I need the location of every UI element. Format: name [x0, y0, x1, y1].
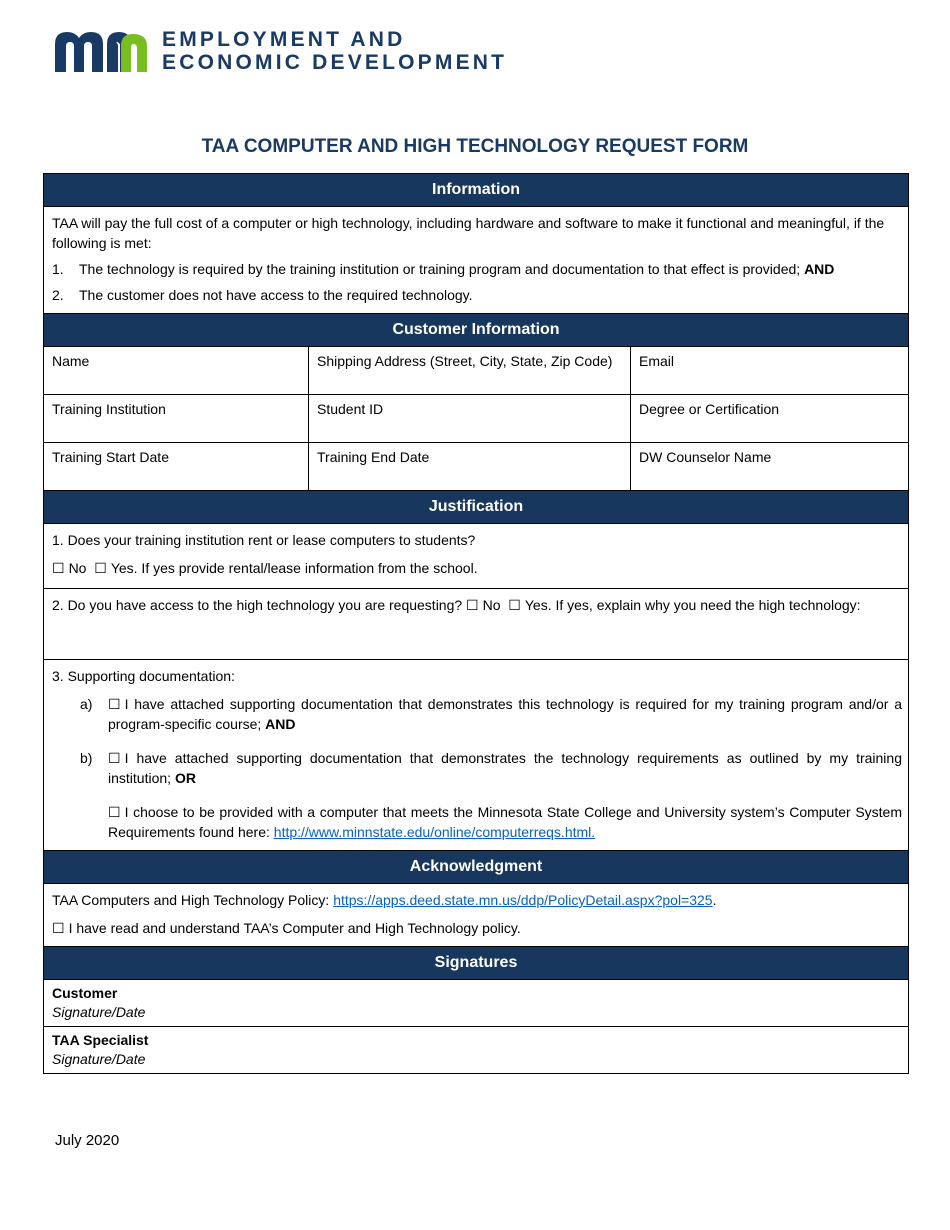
- question-2-text: 2. Do you have access to the high technology you are requesting?: [52, 597, 463, 613]
- name-field[interactable]: Name: [44, 347, 309, 395]
- email-field[interactable]: Email: [631, 347, 908, 395]
- option-a-text: I have attached supporting documentation that demonstrates this technology is required for my training program and/or a program-specific course;: [108, 696, 902, 732]
- acknowledgment-text: I have read and understand TAA’s Computer and High Technology policy.: [68, 920, 521, 936]
- information-intro: TAA will pay the full cost of a computer or high technology, including hardware and software to make it functional and meaningful, if the following is met:: [52, 215, 885, 251]
- question-1: [44, 524, 908, 589]
- information-section: [44, 207, 908, 314]
- q2-no-label: No: [482, 597, 501, 613]
- q2-yes-checkbox[interactable]: ☐: [508, 597, 521, 613]
- acknowledgment-section: TAA Computers and High Technology Policy: https://apps.deed.state.mn.us/ddp/PolicyDetail.aspx?pol=325. ☐ I have read and understand TAA’s Computer and High Technology policy.: [44, 884, 908, 947]
- acknowledgment-checkbox[interactable]: ☐: [52, 920, 65, 936]
- option-a-letter: a): [80, 696, 93, 712]
- customer-info-grid: [44, 347, 908, 491]
- dw-counselor-field[interactable]: DW Counselor Name: [631, 443, 908, 491]
- justification-heading: Justification: [44, 491, 908, 524]
- signatures-heading: Signatures: [44, 947, 908, 980]
- information-heading: Information: [44, 174, 908, 207]
- signature-role: Customer: [52, 985, 118, 1001]
- form-title: TAA COMPUTER AND HIGH TECHNOLOGY REQUEST FORM: [201, 136, 749, 157]
- option-b-suffix: OR: [174, 770, 196, 786]
- shipping-address-field[interactable]: Shipping Address (Street, City, State, Zip Code): [309, 347, 631, 395]
- acknowledgment-heading: Acknowledgment: [44, 851, 908, 884]
- q1-no-checkbox[interactable]: ☐: [52, 560, 65, 576]
- question-3-text: 3. Supporting documentation:: [52, 668, 235, 684]
- list-number: 1.: [52, 261, 64, 277]
- training-institution-field[interactable]: Training Institution: [44, 395, 309, 443]
- customer-info-heading: Customer Information: [44, 314, 908, 347]
- signature-hint: Signature/Date: [52, 1051, 146, 1067]
- computer-reqs-link[interactable]: http://www.minnstate.edu/online/computerreqs.html.: [273, 824, 596, 840]
- option-a-suffix: AND: [265, 716, 296, 732]
- list-number: 2.: [52, 287, 64, 303]
- signature-role: TAA Specialist: [52, 1032, 149, 1048]
- option-a: [52, 694, 902, 734]
- q1-yes-label: Yes. If yes provide rental/lease information from the school.: [110, 560, 478, 576]
- q1-yes-checkbox[interactable]: ☐: [94, 560, 107, 576]
- option-b-checkbox[interactable]: ☐: [108, 750, 121, 766]
- customer-signature-row[interactable]: [44, 980, 908, 1027]
- option-c: ☐ I choose to be provided with a computer that meets the Minnesota State College and University system’s Computer System Requirements found here: http://www.minnstate.edu/online/computerreqs.html.: [108, 804, 902, 840]
- question-3: [44, 660, 908, 851]
- footer-date: July 2020: [55, 1132, 120, 1149]
- option-b: [52, 748, 902, 788]
- training-end-date-field[interactable]: Training End Date: [309, 443, 631, 491]
- q2-no-checkbox[interactable]: ☐: [466, 597, 479, 613]
- policy-link[interactable]: https://apps.deed.state.mn.us/ddp/PolicyDetail.aspx?pol=325: [333, 892, 713, 908]
- q2-yes-label: Yes. If yes, explain why you need the high technology:: [524, 597, 861, 613]
- option-c-checkbox[interactable]: ☐: [108, 804, 121, 820]
- student-id-field[interactable]: Student ID: [309, 395, 631, 443]
- mn-logo-icon: [55, 30, 150, 72]
- signature-hint: Signature/Date: [52, 1004, 146, 1020]
- question-2: [44, 589, 908, 660]
- logo-line-2: ECONOMIC DEVELOPMENT: [162, 51, 508, 74]
- list-item: [52, 285, 900, 305]
- specialist-signature-row[interactable]: [44, 1027, 908, 1073]
- option-c-text: I choose to be provided with a computer that meets the Minnesota State College and University system’s Computer System Requirements found here: [108, 804, 902, 840]
- deed-logo: [55, 28, 507, 74]
- request-form: [43, 173, 909, 1074]
- training-start-date-field[interactable]: Training Start Date: [44, 443, 309, 491]
- list-text: The technology is required by the training institution or training program and documentation to that effect is provided;: [79, 261, 801, 277]
- q1-no-label: No: [68, 560, 87, 576]
- question-1-text: 1. Does your training institution rent or lease computers to students?: [52, 532, 476, 548]
- logo-line-1: EMPLOYMENT AND: [162, 28, 406, 51]
- option-b-letter: b): [80, 750, 93, 766]
- list-suffix: AND: [804, 261, 835, 277]
- option-a-checkbox[interactable]: ☐: [108, 696, 121, 712]
- option-b-text: I have attached supporting documentation that demonstrates the technology requirements as outlined by my training institution;: [108, 750, 902, 786]
- policy-label: TAA Computers and High Technology Policy:: [52, 892, 330, 908]
- list-item: [52, 259, 900, 279]
- degree-field[interactable]: Degree or Certification: [631, 395, 908, 443]
- list-text: The customer does not have access to the required technology.: [79, 287, 473, 303]
